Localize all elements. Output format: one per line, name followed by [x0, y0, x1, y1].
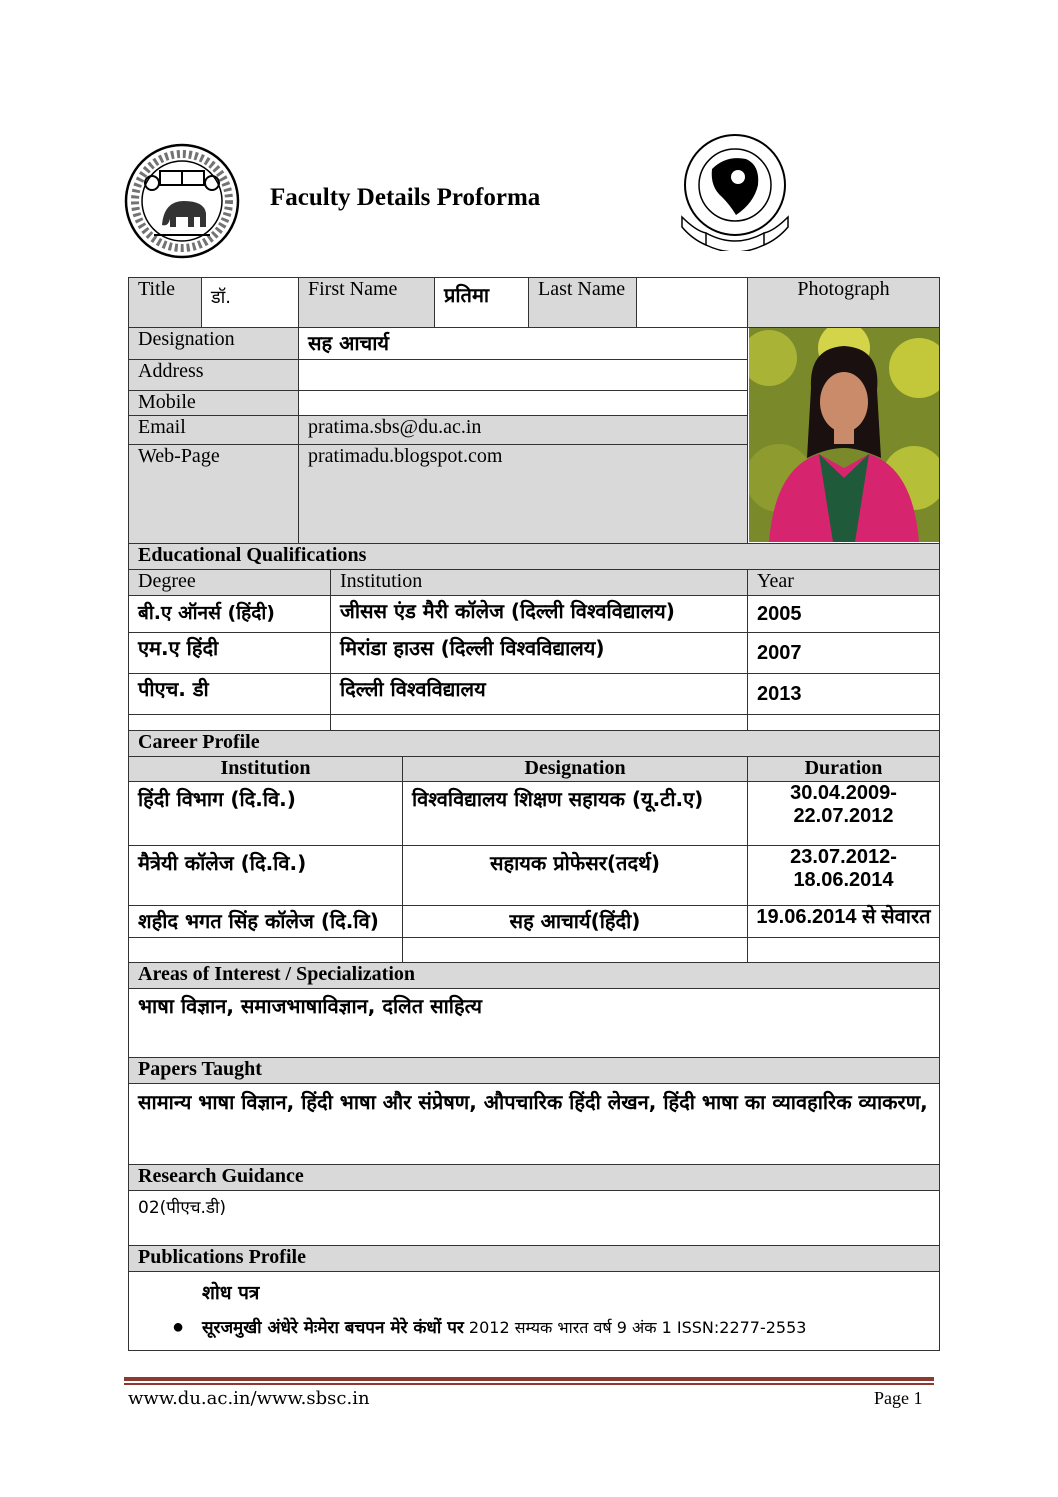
- career-designation-col-header: Designation: [403, 757, 748, 782]
- degree-cell: पीएच. डी: [129, 674, 331, 715]
- table-row: [129, 596, 940, 633]
- shaheed-bhagat-singh-college-seal-icon: [676, 133, 794, 251]
- papers-heading: Papers Taught: [129, 1058, 940, 1084]
- empty-cell: [748, 938, 940, 963]
- footer-divider-thin: [124, 1383, 934, 1385]
- empty-cell: [129, 938, 403, 963]
- table-row: [129, 782, 940, 846]
- mobile-label: Mobile: [129, 391, 299, 416]
- table-row: [129, 938, 940, 963]
- designation-label: Designation: [129, 328, 299, 360]
- first-name-label: First Name: [299, 278, 435, 328]
- empty-cell: [403, 938, 748, 963]
- footer-website: www.du.ac.in/www.sbsc.in: [128, 1388, 370, 1409]
- career-designation-cell: विश्वविद्यालय शिक्षण सहायक (यू.टी.ए): [403, 782, 748, 846]
- address-value: [299, 360, 748, 391]
- profile-sections-table: [128, 962, 940, 1351]
- education-table: [128, 543, 940, 740]
- publications-subheading: शोध पत्र: [202, 1282, 260, 1304]
- webpage-value: pratimadu.blogspot.com: [299, 445, 748, 544]
- profile-photo-icon: [749, 328, 939, 542]
- list-item: [138, 1310, 930, 1345]
- research-value: 02(पीएच.डी): [129, 1191, 940, 1246]
- institution-cell: मिरांडा हाउस (दिल्ली विश्वविद्यालय): [331, 633, 748, 674]
- email-value: pratima.sbs@du.ac.in: [299, 416, 748, 445]
- duration-from: 30.04.2009-: [790, 782, 897, 804]
- email-label: Email: [129, 416, 299, 445]
- career-table: [128, 730, 940, 963]
- personal-details-table: [128, 277, 940, 544]
- career-institution-cell: हिंदी विभाग (दि.वि.): [129, 782, 403, 846]
- table-row: [129, 846, 940, 906]
- publication-title: सूरजमुखी अंधेरे मेःमेरा बचपन मेरे कंधों पर: [202, 1318, 464, 1338]
- career-institution-col-header: Institution: [129, 757, 403, 782]
- first-name-value: प्रतिमा: [435, 278, 529, 328]
- research-heading: Research Guidance: [129, 1165, 940, 1191]
- education-heading: Educational Qualifications: [129, 544, 940, 570]
- table-row: [129, 674, 940, 715]
- table-row: [129, 633, 940, 674]
- designation-value: सह आचार्य: [299, 328, 748, 360]
- year-cell: 2007: [748, 633, 940, 674]
- year-col-header: Year: [748, 570, 940, 596]
- last-name-value: [637, 278, 748, 328]
- career-institution-cell: शहीद भगत सिंह कॉलेज (दि.वि): [129, 906, 403, 938]
- photograph: [748, 328, 940, 544]
- degree-cell: बी.ए ऑनर्स (हिंदी): [129, 596, 331, 633]
- title-value: डॉ.: [202, 278, 299, 328]
- year-cell: 2005: [748, 596, 940, 633]
- mobile-value: [299, 391, 748, 416]
- bullet-icon: ●: [172, 1316, 185, 1338]
- career-heading: Career Profile: [129, 731, 940, 757]
- table-row: [129, 906, 940, 938]
- university-of-delhi-seal-icon: [124, 143, 240, 259]
- publications-heading: Publications Profile: [129, 1246, 940, 1272]
- career-duration-cell: [748, 906, 940, 938]
- duration-to: 18.06.2014: [793, 869, 894, 891]
- last-name-label: Last Name: [529, 278, 637, 328]
- interest-value: भाषा विज्ञान, समाजभाषाविज्ञान, दलित साहित्य: [129, 989, 940, 1058]
- year-cell: 2013: [748, 674, 940, 715]
- institution-col-header: Institution: [331, 570, 748, 596]
- photograph-label: Photograph: [748, 278, 940, 328]
- institution-cell: जीसस एंड मैरी कॉलेज (दिल्ली विश्वविद्यालय): [331, 596, 748, 633]
- duration-to: 22.07.2012: [793, 805, 894, 827]
- duration-from: 19.06.2014 से सेवारत: [756, 906, 931, 928]
- career-designation-cell: सह आचार्य(हिंदी): [403, 906, 748, 938]
- page-number: Page 1: [874, 1388, 923, 1408]
- degree-col-header: Degree: [129, 570, 331, 596]
- duration-from: 23.07.2012-: [790, 846, 897, 868]
- webpage-label: Web-Page: [129, 445, 299, 544]
- publication-details: 2012 सम्यक भारत वर्ष 9 अंक 1 ISSN:2277-2553: [463, 1318, 807, 1337]
- career-duration-col-header: Duration: [748, 757, 940, 782]
- career-duration-cell: [748, 846, 940, 906]
- publications-body: [129, 1272, 940, 1351]
- career-institution-cell: मैत्रेयी कॉलेज (दि.वि.): [129, 846, 403, 906]
- page-title: Faculty Details Proforma: [270, 184, 541, 211]
- degree-cell: एम.ए हिंदी: [129, 633, 331, 674]
- career-duration-cell: [748, 782, 940, 846]
- title-label: Title: [129, 278, 202, 328]
- address-label: Address: [129, 360, 299, 391]
- footer-divider: [124, 1377, 934, 1381]
- interest-heading: Areas of Interest / Specialization: [129, 963, 940, 989]
- career-designation-cell: सहायक प्रोफेसर(तदर्थ): [403, 846, 748, 906]
- papers-value: सामान्य भाषा विज्ञान, हिंदी भाषा और संप्रेषण, औपचारिक हिंदी लेखन, हिंदी भाषा का व्यावहारिक व्याकरण,: [129, 1084, 940, 1165]
- institution-cell: दिल्ली विश्वविद्यालय: [331, 674, 748, 715]
